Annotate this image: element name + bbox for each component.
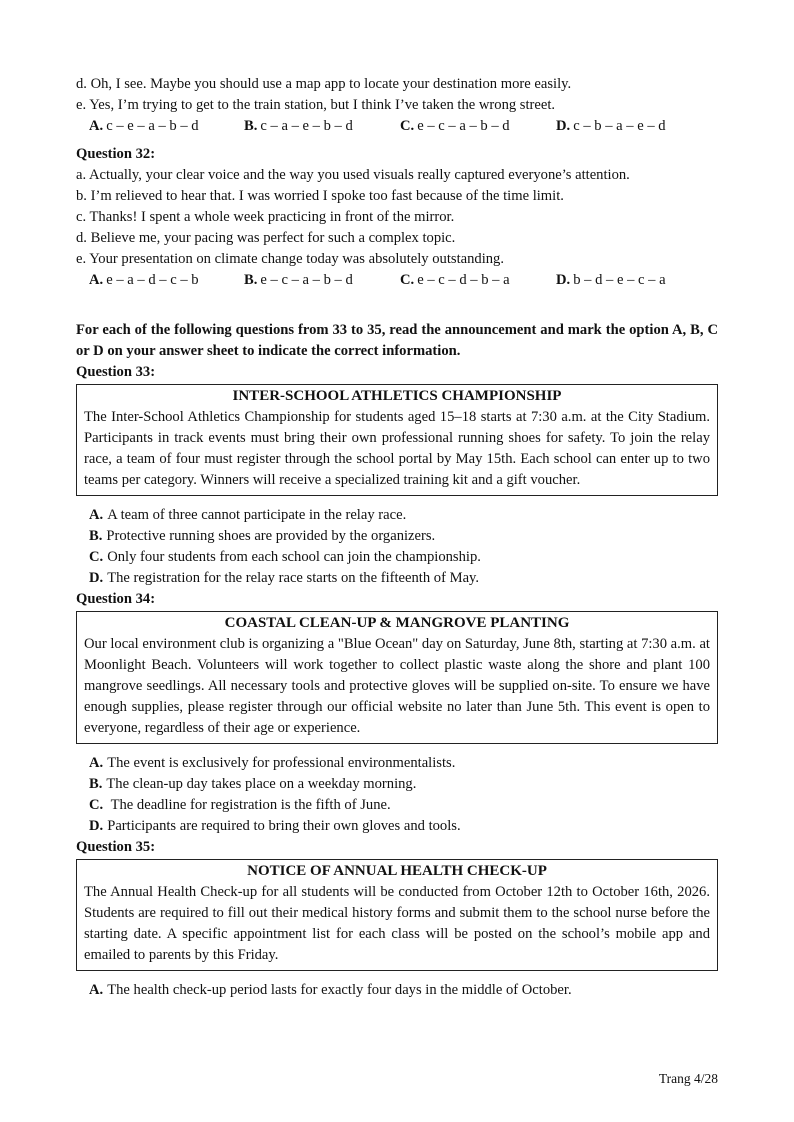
question-heading: Question 32: bbox=[76, 146, 156, 162]
answer-options bbox=[76, 270, 718, 291]
option-b[interactable]: B. The clean-up day takes place on a weekday morning. bbox=[89, 776, 417, 792]
question-33 bbox=[76, 362, 718, 589]
option-d[interactable]: D. Participants are required to bring their own gloves and tools. bbox=[89, 818, 461, 834]
dialogue-line: d. Believe me, your pacing was perfect for such a complex topic. bbox=[76, 230, 456, 246]
answer-options bbox=[76, 980, 718, 1001]
dialogue-line: b. I’m relieved to hear that. I was worried I spoke too fast because of the time limit. bbox=[76, 188, 564, 204]
answer-options bbox=[76, 753, 718, 837]
option-b[interactable]: B. c – a – e – b – d bbox=[244, 118, 353, 134]
announcement-title: COASTAL CLEAN-UP & MANGROVE PLANTING bbox=[224, 615, 570, 631]
dialogue-line: e. Your presentation on climate change today was absolutely outstanding. bbox=[76, 251, 504, 267]
announcement-box bbox=[76, 384, 718, 496]
option-c[interactable]: C. e – c – d – b – a bbox=[400, 272, 510, 288]
exam-page bbox=[76, 74, 718, 1001]
dialogue-line: a. Actually, your clear voice and the way you used visuals really captured everyone’s attention. bbox=[76, 167, 630, 183]
question-35 bbox=[76, 837, 718, 1001]
answer-options bbox=[76, 116, 718, 137]
option-a[interactable]: A. e – a – d – c – b bbox=[89, 272, 199, 288]
answer-options bbox=[76, 505, 718, 589]
question-heading: Question 35: bbox=[76, 839, 156, 855]
option-b[interactable]: B. Protective running shoes are provided by the organizers. bbox=[89, 528, 436, 544]
option-b[interactable]: B. e – c – a – b – d bbox=[244, 272, 353, 288]
question-heading: Question 33: bbox=[76, 364, 156, 380]
question-heading: Question 34: bbox=[76, 591, 156, 607]
option-a[interactable]: A. The health check-up period lasts for exactly four days in the middle of October. bbox=[89, 982, 572, 998]
announcement-box bbox=[76, 859, 718, 971]
question-34 bbox=[76, 589, 718, 837]
announcement-title: INTER-SCHOOL ATHLETICS CHAMPIONSHIP bbox=[232, 388, 562, 404]
option-a[interactable]: A. The event is exclusively for professional environmentalists. bbox=[89, 755, 456, 771]
option-c[interactable]: C. Only four students from each school can join the championship. bbox=[89, 549, 481, 565]
dialogue-line: c. Thanks! I spent a whole week practicing in front of the mirror. bbox=[76, 209, 455, 225]
dialogue-line: e. Yes, I’m trying to get to the train station, but I think I’ve taken the wrong street. bbox=[76, 97, 556, 113]
option-d[interactable]: D. c – b – a – e – d bbox=[556, 118, 666, 134]
option-c[interactable]: C. e – c – a – b – d bbox=[400, 118, 510, 134]
announcement-box bbox=[76, 611, 718, 744]
option-c[interactable]: C. The deadline for registration is the fifth of June. bbox=[89, 797, 391, 813]
page-number: Trang 4/28 bbox=[658, 1071, 718, 1086]
section-instruction: For each of the following questions from 33 to 35, read the announcement and mark the option A, B, C or D on your answer sheet to indicate the correct information. bbox=[76, 322, 718, 359]
option-a[interactable]: A. A team of three cannot participate in the relay race. bbox=[89, 507, 407, 523]
announcement-body: The Annual Health Check-up for all students will be conducted from October 12th to October 16th, 2026. Students are required to fill out their medical history forms and submit them to the school nurse before the starting date. A specific appointment list for each class will be posted on the school’s mobile app and emailed to parents by this Friday. bbox=[84, 884, 710, 963]
question-31 bbox=[76, 74, 718, 137]
option-d[interactable]: D. The registration for the relay race starts on the fifteenth of May. bbox=[89, 570, 480, 586]
announcement-body: Our local environment club is organizing a "Blue Ocean" day on Saturday, June 8th, starting at 7:30 a.m. at Moonlight Beach. Volunteers will work together to collect plastic waste along the shore and plant 100 mangrove seedlings. All necessary tools and protective gloves will be supplied on-site. To ensure we have enough supplies, please register through our official website no later than June 5th. This event is open to everyone, regardless of their age or experience. bbox=[84, 636, 710, 736]
announcement-body: The Inter-School Athletics Championship for students aged 15–18 starts at 7:30 a.m. at the City Stadium. Participants in track events must bring their own professional running shoes for safety. To join the relay race, a team of four must register through the school portal by May 15th. Each school can enter up to two teams per category. Winners will receive a specialized training kit and a gift voucher. bbox=[84, 409, 710, 488]
dialogue-line: d. Oh, I see. Maybe you should use a map app to locate your destination more easily. bbox=[76, 76, 572, 92]
question-32 bbox=[76, 144, 718, 291]
option-a[interactable]: A. c – e – a – b – d bbox=[89, 118, 199, 134]
option-d[interactable]: D. b – d – e – c – a bbox=[556, 272, 666, 288]
announcement-title: NOTICE OF ANNUAL HEALTH CHECK-UP bbox=[247, 863, 547, 879]
